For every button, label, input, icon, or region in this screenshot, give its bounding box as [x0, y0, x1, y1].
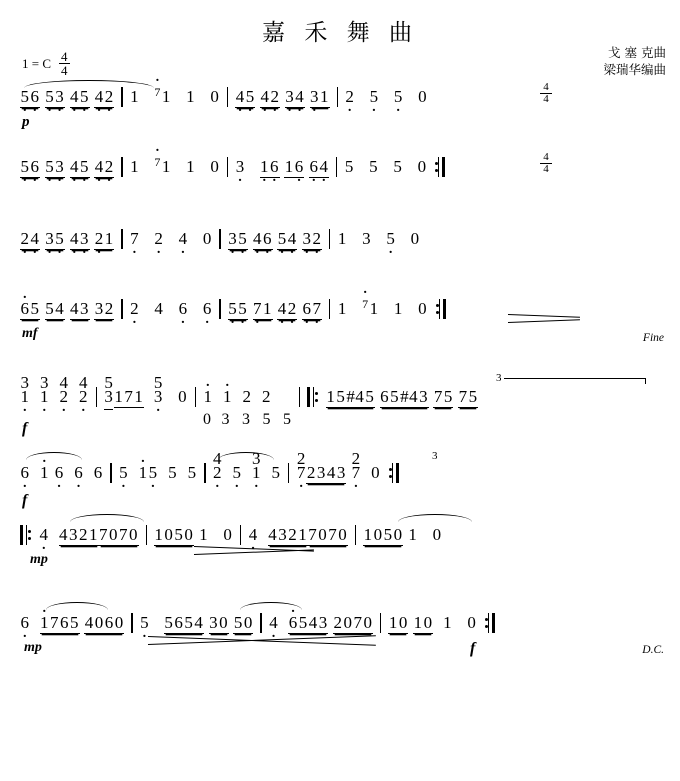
barline	[240, 525, 241, 545]
system-4	[0, 298, 680, 354]
tie-arc	[26, 452, 82, 460]
repeat-start-barline	[307, 387, 318, 407]
tie-arc	[218, 452, 274, 460]
system-2-notes	[20, 156, 666, 200]
measure-30: 5 · 5654 30 50	[140, 612, 254, 634]
measure-1: 5 ·6 · 5 ·3 · 4 ·5 · 4 ·2 ·	[20, 86, 114, 108]
measure-11: 3 ·5 · 4 ·6 · 5 ·4 · 3 ·2 ·	[228, 228, 322, 250]
repeat-end-barline	[485, 613, 495, 633]
triplet-number: 3	[496, 372, 502, 384]
dynamic-mf: mf	[22, 326, 38, 341]
measure-6: 1 · 71 1 0	[130, 156, 220, 179]
time-signature	[59, 50, 70, 78]
measure-19: · 1 · 1 2 2 0 3 3 5 5	[203, 386, 292, 431]
system-3-notes	[20, 228, 666, 272]
triplet-number: 3	[432, 450, 438, 462]
barline	[380, 613, 381, 633]
barline	[227, 157, 228, 177]
measure-4: 2 · 5 · 5 · 0	[345, 86, 428, 108]
barline	[329, 299, 330, 319]
measure-26: 1050 1 0	[154, 525, 233, 544]
dynamic-f: f	[470, 640, 476, 657]
measure-25: 4 · 43217070	[39, 524, 139, 546]
barline	[337, 87, 338, 107]
inline-time-signature: 4 4	[540, 152, 552, 175]
measure-3: 4 ·5 · 4 ·2 · 3 ·4 · 3 ·1	[235, 86, 329, 108]
measure-24: 2 7 · 2343 2 7 · 0	[296, 462, 380, 484]
barline	[96, 387, 97, 407]
measure-27: 4 · 43217070	[248, 524, 348, 546]
barline	[204, 463, 205, 483]
diminuendo-hairpin	[508, 314, 580, 322]
system-3	[0, 228, 680, 284]
measure-17: 3 1 · 3 1 · 4 2 · 4 2 ·	[20, 386, 89, 408]
credit-arranger: 梁瑞华编曲	[603, 62, 666, 77]
dynamic-p: p	[22, 114, 30, 130]
barline	[336, 157, 337, 177]
key-signature	[22, 50, 70, 78]
system-6-notes	[20, 449, 666, 506]
barline	[146, 525, 147, 545]
measure-21: 6 · · 1 6 · 6 · 6	[20, 462, 103, 484]
measure-23: 4 2 · 5 · 3 1 · 5	[213, 462, 282, 484]
repeat-end-barline	[436, 299, 446, 319]
page-title: 嘉 禾 舞 曲	[262, 20, 418, 46]
barline	[288, 463, 289, 483]
system-8-notes	[20, 612, 666, 656]
measure-18: 5 3 171 5 3 · 0	[104, 386, 188, 410]
barline	[219, 299, 220, 319]
measure-20: 15#45 65#43 75 75	[326, 387, 478, 406]
credit-composer: 戈 塞 克曲	[608, 45, 666, 60]
measure-13: · 65 54 43 32	[20, 298, 114, 320]
barline	[131, 613, 132, 633]
measure-14: 2 · 4 6 · 6 ·	[130, 298, 213, 320]
barline	[121, 87, 122, 107]
dc-marker: D.C.	[642, 644, 664, 656]
barline	[329, 229, 330, 249]
system-8	[0, 606, 680, 662]
measure-9: 2 ·4 · 3 ·5 · 4 ·3 · 2 ·1	[20, 228, 114, 250]
barline	[219, 229, 220, 249]
diminuendo-hairpin	[194, 546, 314, 554]
measure-12: 1 3 5 · 0	[337, 228, 420, 250]
measure-22: 5 · · 15 · 5 5	[119, 462, 198, 484]
barline	[195, 387, 196, 407]
dynamic-f: f	[22, 492, 28, 509]
measure-5: 5 ·6 · 5 ·3 · 4 ·5 · 4 ·2 ·	[20, 156, 114, 178]
measure-29: 6 · · 1765 4060	[20, 612, 124, 634]
measure-28: 1050 1 0	[363, 525, 442, 544]
system-7	[0, 518, 680, 574]
measure-16: 1 · 71 1 0	[337, 298, 427, 321]
tie-arc	[24, 80, 154, 88]
barline	[355, 525, 356, 545]
key-signature-label: 1 = C	[22, 55, 52, 71]
measure-31: 4 · · 6543 2070	[269, 612, 373, 634]
inline-time-signature: 4 4	[540, 82, 552, 105]
fine-marker: Fine	[642, 332, 664, 344]
time-signature-denominator: 4	[61, 63, 68, 79]
dynamic-mp: mp	[24, 640, 42, 655]
triplet-bracket	[494, 378, 646, 384]
slur-arc	[46, 602, 108, 610]
measure-32: 10 10 1 0	[388, 613, 477, 632]
system-6	[0, 449, 680, 518]
system-1	[0, 81, 680, 142]
barline	[299, 387, 300, 407]
barline	[121, 157, 122, 177]
repeat-end-barline	[389, 463, 399, 483]
measure-2: 1 · 71 1 0	[130, 86, 220, 109]
repeat-start-barline	[20, 525, 31, 545]
system-1-notes	[20, 86, 666, 130]
measure-15: 5 ·5 · 7 ·1 4 ·2 · 6 ·7 ·	[228, 298, 322, 320]
dynamic-f: f	[22, 420, 28, 437]
diminuendo-hairpin	[148, 636, 376, 644]
barline	[227, 87, 228, 107]
system-7-notes	[20, 524, 666, 568]
system-2	[0, 151, 680, 212]
dynamic-mp: mp	[30, 552, 48, 567]
system-5-notes	[20, 373, 666, 430]
repeat-end-barline	[435, 157, 445, 177]
barline	[110, 463, 111, 483]
measure-8: 5 5 5 0	[344, 157, 427, 176]
barline	[121, 299, 122, 319]
credits	[603, 44, 666, 78]
time-signature-numerator: 4	[61, 49, 68, 64]
barline	[121, 229, 122, 249]
barline	[260, 613, 261, 633]
measure-10: 7 · 2 · 4 · 0	[130, 228, 213, 250]
measure-7: 3 · 1 ·6 · 16 · 6 ·4 ·	[235, 156, 329, 178]
system-5	[0, 372, 680, 444]
